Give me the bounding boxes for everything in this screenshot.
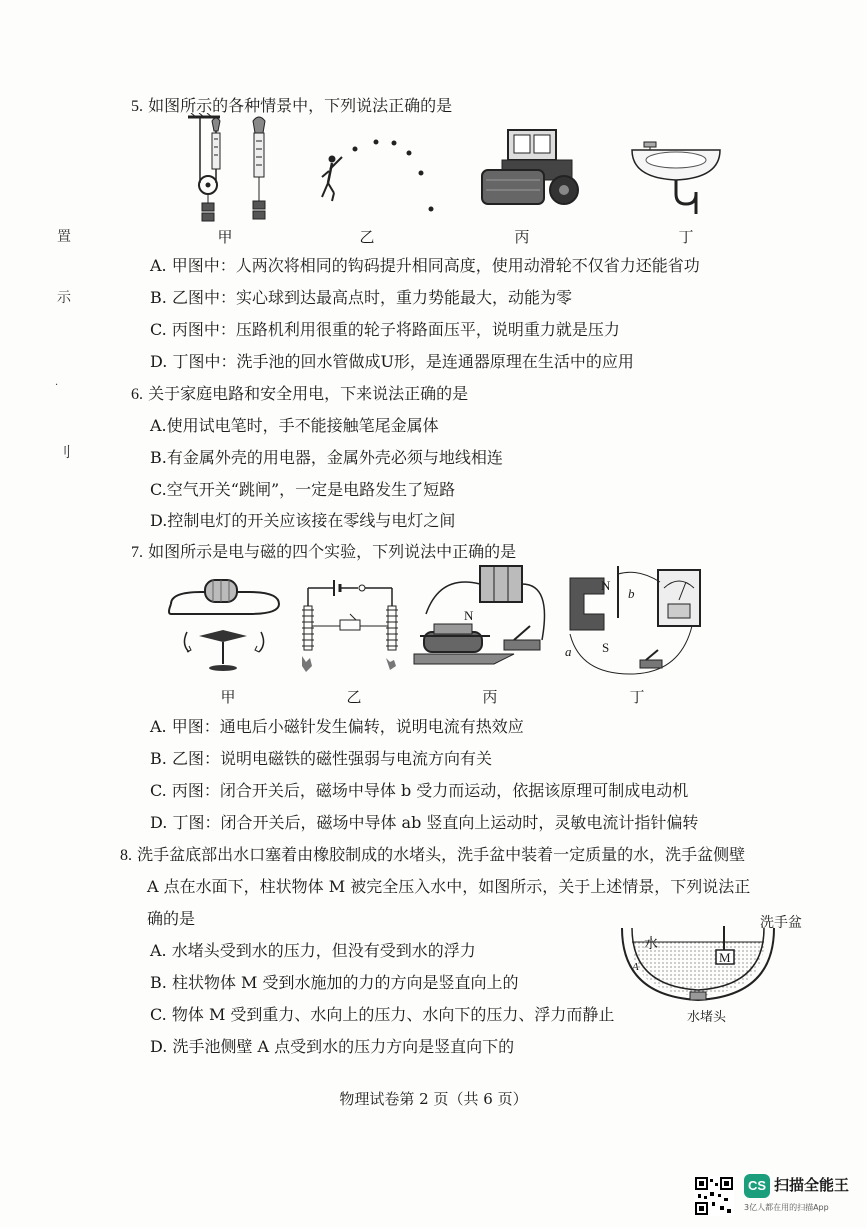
- point-a-label: A: [632, 961, 639, 973]
- option-text: 丙图中：压路机利用很重的轮子将路面压平，说明重力就是压力: [171, 320, 620, 339]
- figure-caption: 丙: [514, 228, 530, 246]
- option-a: [150, 717, 524, 737]
- option-text: 甲图中：人两次将相同的钩码提升相同高度，使用动滑轮不仅省力还能省功: [171, 256, 700, 275]
- option-b: [150, 749, 492, 769]
- option-label: D.: [150, 813, 168, 832]
- option-c: [150, 781, 688, 801]
- object-m-label: M: [719, 950, 731, 965]
- plug-label: 水堵头: [687, 1010, 727, 1025]
- question-7-stem: [131, 542, 516, 563]
- option-label: B.: [150, 448, 167, 467]
- option-label: D.: [150, 511, 168, 530]
- qr-code-icon: [694, 1176, 734, 1216]
- option-label: D.: [150, 352, 168, 371]
- basin-figure: [618, 926, 778, 1004]
- option-label: A.: [150, 941, 167, 960]
- motor-experiment-figure: [410, 564, 556, 666]
- question-number: 8.: [120, 847, 132, 864]
- galvanometer-figure: [562, 564, 708, 682]
- question-8-stem-line: A 点在水面下，柱状物体 M 被完全压入水中，如图所示，关于上述情景，下列说法正: [147, 877, 751, 896]
- option-label: C.: [150, 781, 167, 800]
- question-number: 6.: [131, 386, 143, 403]
- pole-label-s: S: [602, 640, 610, 655]
- option-c: [150, 480, 455, 500]
- option-text: 甲图：通电后小磁针发生偏转，说明电流有热效应: [171, 717, 524, 736]
- margin-mark: 示: [57, 290, 71, 306]
- question-text: 如图所示的各种情景中，下列说法正确的是: [148, 96, 453, 115]
- option-c: [150, 1005, 614, 1025]
- option-text: 物体 M 受到重力、水向上的压力、水向下的压力、浮力而静止: [171, 1005, 615, 1024]
- pole-label-n: N: [464, 608, 474, 623]
- option-b: [150, 288, 572, 308]
- option-label: C.: [150, 480, 167, 499]
- option-d: [150, 511, 455, 531]
- option-d: [150, 1037, 514, 1057]
- scanner-tagline: 3亿人都在用的扫描App: [744, 1203, 829, 1212]
- question-text: 关于家庭电路和安全用电，下来说法正确的是: [148, 384, 469, 403]
- question-text: 洗手盆底部出水口塞着由橡胶制成的水堵头，洗手盆中装着一定质量的水，洗手盆侧壁: [137, 845, 746, 864]
- figure-caption: 丁: [678, 228, 694, 246]
- water-label: 水: [644, 936, 658, 952]
- option-b: [150, 973, 519, 993]
- figure-caption: 丙: [482, 688, 498, 706]
- question-5-stem: [131, 96, 452, 117]
- option-label: A.: [150, 717, 167, 736]
- sink-figure: [630, 140, 724, 216]
- scanner-logo: CS: [744, 1174, 770, 1198]
- option-a: [150, 941, 476, 961]
- conductor-label-b: b: [628, 586, 635, 601]
- option-label: A.: [150, 416, 167, 435]
- option-text: 有金属外壳的用电器，金属外壳必须与地线相连: [166, 448, 503, 467]
- option-text: 空气开关“跳闸”，一定是电路发生了短路: [166, 480, 456, 499]
- option-d: [150, 352, 634, 372]
- figure-caption: 甲: [220, 688, 236, 706]
- option-b: [150, 448, 503, 468]
- figure-caption: 乙: [346, 688, 362, 706]
- question-number: 7.: [131, 544, 143, 561]
- option-label: A.: [150, 256, 167, 275]
- road-roller-figure: [478, 126, 584, 208]
- option-text: 水堵头受到水的压力，但没有受到水的浮力: [171, 941, 476, 960]
- conductor-label-a: a: [565, 644, 572, 659]
- figure-caption: 丁: [629, 688, 645, 706]
- question-number: 5.: [131, 98, 143, 115]
- figure-caption: 甲: [217, 228, 233, 246]
- option-c: [150, 320, 620, 340]
- shot-put-figure: [318, 135, 443, 215]
- option-a: [150, 416, 439, 436]
- option-label: C.: [150, 320, 167, 339]
- question-text: 如图所示是电与磁的四个实验，下列说法中正确的是: [148, 542, 517, 561]
- option-text: 使用试电笔时，手不能接触笔尾金属体: [166, 416, 439, 435]
- option-label: B.: [150, 288, 167, 307]
- figure-caption: 乙: [359, 228, 375, 246]
- option-d: [150, 813, 698, 833]
- option-text: 乙图中：实心球到达最高点时，重力势能最大，动能为零: [171, 288, 572, 307]
- option-a: [150, 256, 700, 276]
- question-6-stem: [131, 384, 468, 405]
- option-text: 丙图：闭合开关后，磁场中导体 b 受力而运动，依据该原理可制成电动机: [171, 781, 689, 800]
- margin-tick: ·: [55, 380, 59, 391]
- question-8-stem-line: 确的是: [147, 909, 196, 928]
- option-text: 丁图中：洗手池的回水管做成U形，是连通器原理在生活中的应用: [172, 352, 634, 371]
- option-text: 柱状物体 M 受到水施加的力的方向是竖直向上的: [171, 973, 519, 992]
- compass-wire-figure: [165, 574, 283, 678]
- option-text: 洗手池侧壁 A 点受到水的压力方向是竖直向下的: [172, 1037, 515, 1056]
- question-8-stem: [120, 845, 745, 866]
- pole-label-n: N: [601, 578, 611, 593]
- option-text: 丁图：闭合开关后，磁场中导体 ab 竖直向上运动时，灵敏电流计指针偏转: [172, 813, 699, 832]
- option-label: B.: [150, 749, 167, 768]
- scanner-name: 扫描全能王: [774, 1176, 850, 1194]
- option-label: B.: [150, 973, 167, 992]
- basin-label: 洗手盆: [760, 915, 802, 931]
- option-text: 乙图：说明电磁铁的磁性强弱与电流方向有关: [171, 749, 492, 768]
- option-label: C.: [150, 1005, 167, 1024]
- option-label: D.: [150, 1037, 168, 1056]
- option-text: 控制电灯的开关应该接在零线与电灯之间: [167, 511, 456, 530]
- electromagnet-figure: [292, 576, 408, 678]
- margin-mark: 刂: [57, 445, 71, 461]
- page-footer: 物理试卷第 2 页（共 6 页）: [339, 1090, 528, 1108]
- margin-mark: 置: [57, 229, 71, 245]
- pulley-figure: [188, 113, 280, 225]
